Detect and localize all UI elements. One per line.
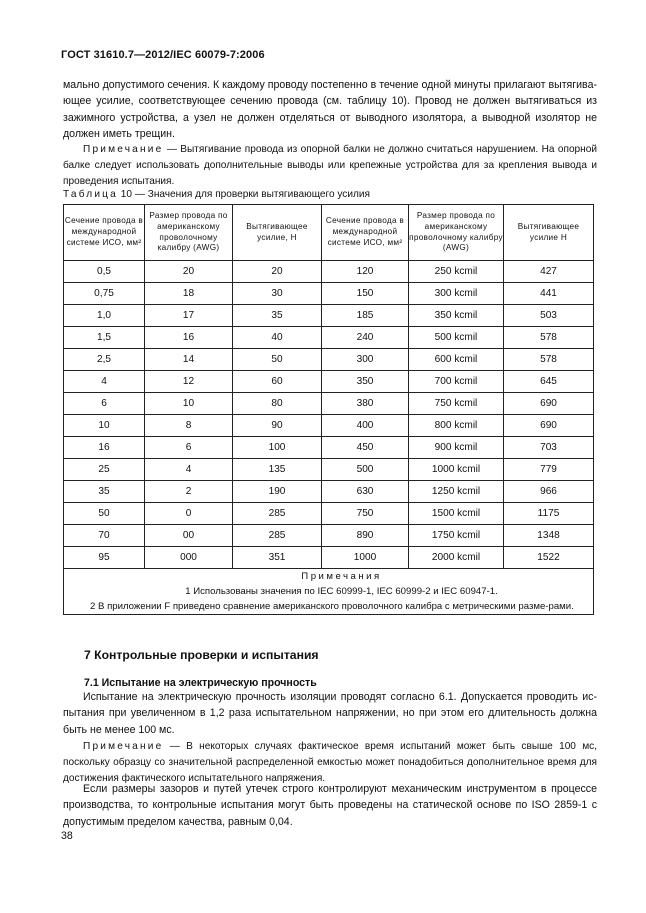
cell-pull-force: 190 [233, 481, 322, 503]
table-notes-title: Примечания [301, 571, 382, 582]
cell-iso-section: 4 [64, 371, 145, 393]
cell-iso-section: 0,75 [64, 283, 145, 305]
cell-awg-size: 000 [145, 547, 233, 569]
cell-awg-size: 300 kcmil [409, 283, 504, 305]
cell-pull-force: 35 [233, 305, 322, 327]
cell-pull-force: 966 [504, 481, 594, 503]
note-text: Вытягивание провода из опорной балки не должно считаться нарушением. На опорной балке следует использовать дополнительные выводы или крепежные устройства для за крепления вывода и проведения испытания. [63, 144, 598, 187]
cell-iso-section: 750 [322, 503, 409, 525]
note-paragraph [63, 142, 597, 189]
table-body [64, 261, 594, 569]
cell-awg-size: 750 kcmil [409, 393, 504, 415]
cell-awg-size: 17 [145, 305, 233, 327]
cell-pull-force: 441 [504, 283, 594, 305]
cell-awg-size: 1750 kcmil [409, 525, 504, 547]
cell-iso-section: 2,5 [64, 349, 145, 371]
table-row [64, 547, 594, 569]
section-note [63, 739, 597, 786]
cell-pull-force: 285 [233, 503, 322, 525]
cell-iso-section: 35 [64, 481, 145, 503]
subsection-title: 7.1 Испытание на электрическую прочность [84, 677, 317, 689]
cell-pull-force: 30 [233, 283, 322, 305]
cell-awg-size: 8 [145, 415, 233, 437]
table-row [64, 503, 594, 525]
table-row [64, 349, 594, 371]
section-paragraph: Если размеры зазоров и путей утечек строго контролируют механическим инструментом в процессе производства, то контрольные испытания могут быть проведены на статической основе по ISO 2859-1 с допустимым пределом качества, равным 0,04. [63, 783, 597, 828]
cell-pull-force: 578 [504, 349, 594, 371]
table-row [64, 305, 594, 327]
cell-iso-section: 10 [64, 415, 145, 437]
cell-awg-size: 700 kcmil [409, 371, 504, 393]
cell-iso-section: 1000 [322, 547, 409, 569]
cell-awg-size: 18 [145, 283, 233, 305]
cell-iso-section: 16 [64, 437, 145, 459]
cell-iso-section: 380 [322, 393, 409, 415]
note-label: Примечание [83, 144, 164, 155]
cell-iso-section: 25 [64, 459, 145, 481]
cell-pull-force: 90 [233, 415, 322, 437]
cell-iso-section: 240 [322, 327, 409, 349]
column-header: Размер провода по американскому проволочному калибру (AWG) [409, 205, 504, 261]
table-notes-cell [64, 569, 594, 615]
cell-iso-section: 0,5 [64, 261, 145, 283]
cell-awg-size: 1250 kcmil [409, 481, 504, 503]
cell-awg-size: 6 [145, 437, 233, 459]
cell-pull-force: 285 [233, 525, 322, 547]
table-row [64, 393, 594, 415]
cell-iso-section: 500 [322, 459, 409, 481]
cell-awg-size: 1000 kcmil [409, 459, 504, 481]
cell-pull-force: 779 [504, 459, 594, 481]
section-paragraph: Испытание на электрическую прочность изоляции проводят согласно 6.1. Допускается проводить ис-пытания при увеличенном в 1,2 раза испытательном напряжении, но при этом его длительность должна быть не менее 100 мс. [63, 691, 597, 736]
cell-iso-section: 70 [64, 525, 145, 547]
cell-iso-section: 890 [322, 525, 409, 547]
note-label: Примечание [83, 741, 164, 752]
column-header: Сечение провода в международной системе ИСО, мм² [322, 205, 409, 261]
column-header: Вытягивающее усилие, Н [233, 205, 322, 261]
cell-awg-size: 800 kcmil [409, 415, 504, 437]
table-notes-row [64, 569, 594, 615]
cell-awg-size: 500 kcmil [409, 327, 504, 349]
table-note: 1 Использованы значения по IEC 60999-1, IEC 60999-2 и IEC 60947-1. [185, 586, 498, 597]
table-row [64, 459, 594, 481]
note-text: В некоторых случаях фактическое время испытаний может быть свыше 100 мс, поскольку образцу со значительной распределенной емкостью может понадобиться дополнительное время для достижения фактического испытательного напряжения. [63, 741, 597, 784]
cell-pull-force: 690 [504, 393, 594, 415]
table-caption-number: 10 [117, 189, 133, 200]
table-row [64, 415, 594, 437]
cell-pull-force: 50 [233, 349, 322, 371]
cell-pull-force: 351 [233, 547, 322, 569]
cell-iso-section: 450 [322, 437, 409, 459]
table-caption-label: Таблица [63, 189, 118, 200]
table-row [64, 525, 594, 547]
cell-iso-section: 630 [322, 481, 409, 503]
cell-pull-force: 80 [233, 393, 322, 415]
table-row [64, 327, 594, 349]
column-header: Сечение провода в международной системе ИСО, мм² [64, 205, 145, 261]
intro-paragraph: мально допустимого сечения. К каждому проводу постепенно в течение одной минуты прилагают вытягива-ющее усилие, соответствующее сечению провода (см. таблицу 10). Провод не должен вытягиваться из зажимного устройства, а узел не должен отделяться от выводного изолятора, а выводной изолятор не должен иметь трещин. [63, 79, 597, 140]
cell-iso-section: 1,5 [64, 327, 145, 349]
cell-iso-section: 185 [322, 305, 409, 327]
cell-iso-section: 50 [64, 503, 145, 525]
cell-awg-size: 2000 kcmil [409, 547, 504, 569]
cell-pull-force: 645 [504, 371, 594, 393]
column-header: Размер провода по американскому проволочному калибру (AWG) [145, 205, 233, 261]
cell-iso-section: 120 [322, 261, 409, 283]
cell-pull-force: 703 [504, 437, 594, 459]
cell-pull-force: 1348 [504, 525, 594, 547]
column-header: Вытягивающее усилие Н [504, 205, 594, 261]
cell-iso-section: 150 [322, 283, 409, 305]
cell-awg-size: 20 [145, 261, 233, 283]
cell-iso-section: 95 [64, 547, 145, 569]
cell-pull-force: 1175 [504, 503, 594, 525]
cell-awg-size: 10 [145, 393, 233, 415]
table-note: 2 В приложении F приведено сравнение американского проволочного калибра с метрическими разме-рами. [90, 601, 574, 612]
table-header-row [64, 205, 594, 261]
cell-awg-size: 00 [145, 525, 233, 547]
cell-awg-size: 0 [145, 503, 233, 525]
cell-pull-force: 135 [233, 459, 322, 481]
table-row [64, 437, 594, 459]
note-dash: — [163, 144, 181, 155]
cell-awg-size: 900 kcmil [409, 437, 504, 459]
cell-awg-size: 350 kcmil [409, 305, 504, 327]
table-caption [63, 189, 370, 200]
cell-awg-size: 250 kcmil [409, 261, 504, 283]
cell-iso-section: 300 [322, 349, 409, 371]
pull-force-table [63, 204, 594, 615]
cell-iso-section: 350 [322, 371, 409, 393]
cell-pull-force: 427 [504, 261, 594, 283]
cell-pull-force: 503 [504, 305, 594, 327]
table-row [64, 371, 594, 393]
note-dash: — [163, 741, 187, 752]
cell-pull-force: 1522 [504, 547, 594, 569]
cell-awg-size: 14 [145, 349, 233, 371]
table-caption-text: — Значения для проверки вытягивающего усилия [132, 189, 370, 200]
page-number: 38 [61, 830, 73, 842]
cell-iso-section: 1,0 [64, 305, 145, 327]
table-row [64, 283, 594, 305]
cell-awg-size: 16 [145, 327, 233, 349]
cell-awg-size: 12 [145, 371, 233, 393]
standard-header: ГОСТ 31610.7—2012/IEC 60079-7:2006 [61, 49, 265, 61]
cell-pull-force: 578 [504, 327, 594, 349]
table-row [64, 481, 594, 503]
cell-pull-force: 100 [233, 437, 322, 459]
cell-awg-size: 600 kcmil [409, 349, 504, 371]
cell-pull-force: 60 [233, 371, 322, 393]
cell-awg-size: 1500 kcmil [409, 503, 504, 525]
cell-iso-section: 6 [64, 393, 145, 415]
section-title: 7 Контрольные проверки и испытания [84, 648, 319, 662]
table-row [64, 261, 594, 283]
cell-pull-force: 690 [504, 415, 594, 437]
cell-pull-force: 20 [233, 261, 322, 283]
cell-iso-section: 400 [322, 415, 409, 437]
cell-awg-size: 2 [145, 481, 233, 503]
cell-pull-force: 40 [233, 327, 322, 349]
cell-awg-size: 4 [145, 459, 233, 481]
